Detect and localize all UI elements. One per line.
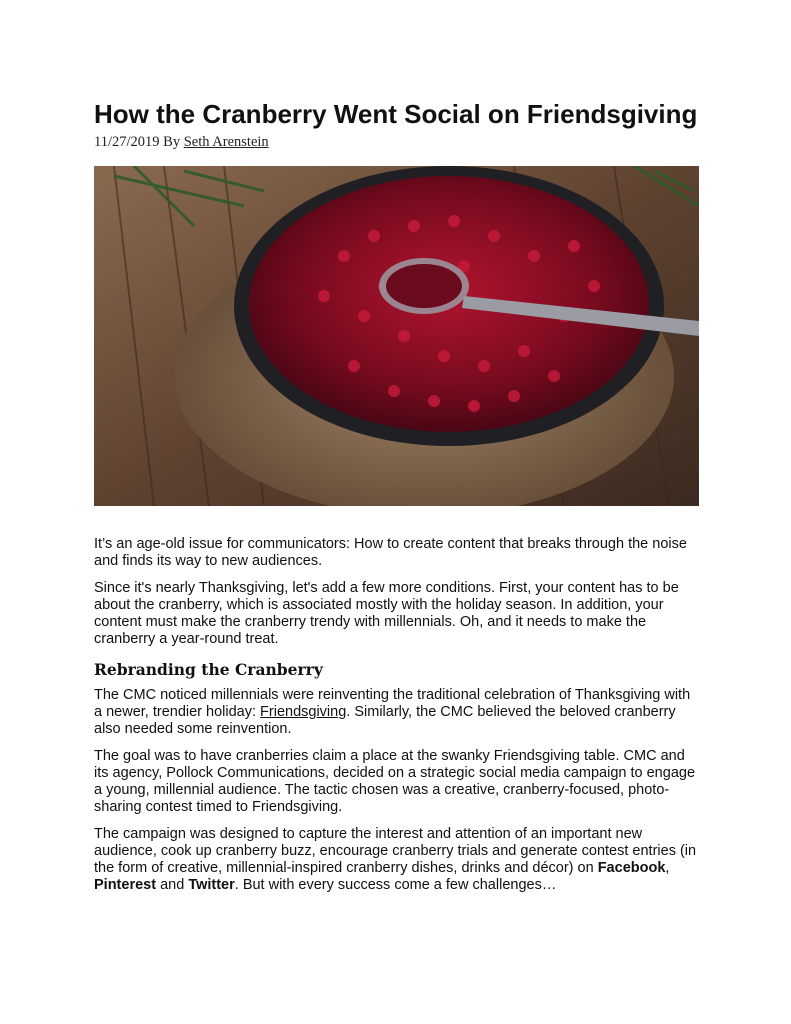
paragraph: The goal was to have cranberries claim a place at the swanky Friendsgiving table. CMC and its agency, Pollock Communications, decided on a strategic social media campaign to engage a young, millennial audience. The tactic chosen was a creative, cranberry-focused, photo-sharing contest timed to Friendsgiving. [94,748,696,815]
byline-prefix: By [163,134,181,150]
publish-date: 11/27/2019 [94,134,160,150]
article-title: How the Cranberry Went Social on Friendsgiving [94,99,698,129]
text-segment: The campaign was designed to capture the interest and attention of an important new audience, cook up cranberry buzz, encourage cranberry trials and generate contest entries (in the form of creative, millennial-inspired cranberry dishes, drinks and décor) on [94,826,697,876]
paragraph [94,687,700,738]
text-segment: and [156,877,189,893]
friendsgiving-link[interactable]: Friendsgiving [260,704,347,720]
text-segment: . But with every success come a few challenges… [234,877,557,893]
section-heading: Rebranding the Cranberry [94,660,323,679]
author-link[interactable]: Seth Arenstein [183,134,269,150]
paragraph: It’s an age-old issue for communicators: How to create content that breaks through the noise and finds its way to new audiences. [94,536,687,569]
text-segment: . Similarly, the CMC believed the beloved cranberry also needed some reinvention. [94,704,676,737]
paragraph: Since it's nearly Thanksgiving, let's add a few more conditions. First, your content has to be about the cranberry, which is associated mostly with the holiday season. In addition, your content must make the cranberry trendy with millennials. Oh, and it needs to make the cranberry a year-round treat. [94,580,679,647]
hero-image-cranberry-pan [94,166,699,506]
facebook-mention: Facebook [597,860,666,876]
byline [94,132,700,152]
text-segment: The CMC noticed millennials were reinventing the traditional celebration of Thanksgiving with a newer, trendier holiday: [94,687,691,720]
article-body [94,536,700,894]
text-segment: , [665,860,670,876]
twitter-mention: Twitter [188,877,235,893]
article [94,98,700,904]
paragraph [94,826,700,894]
pinterest-mention: Pinterest [94,877,157,893]
